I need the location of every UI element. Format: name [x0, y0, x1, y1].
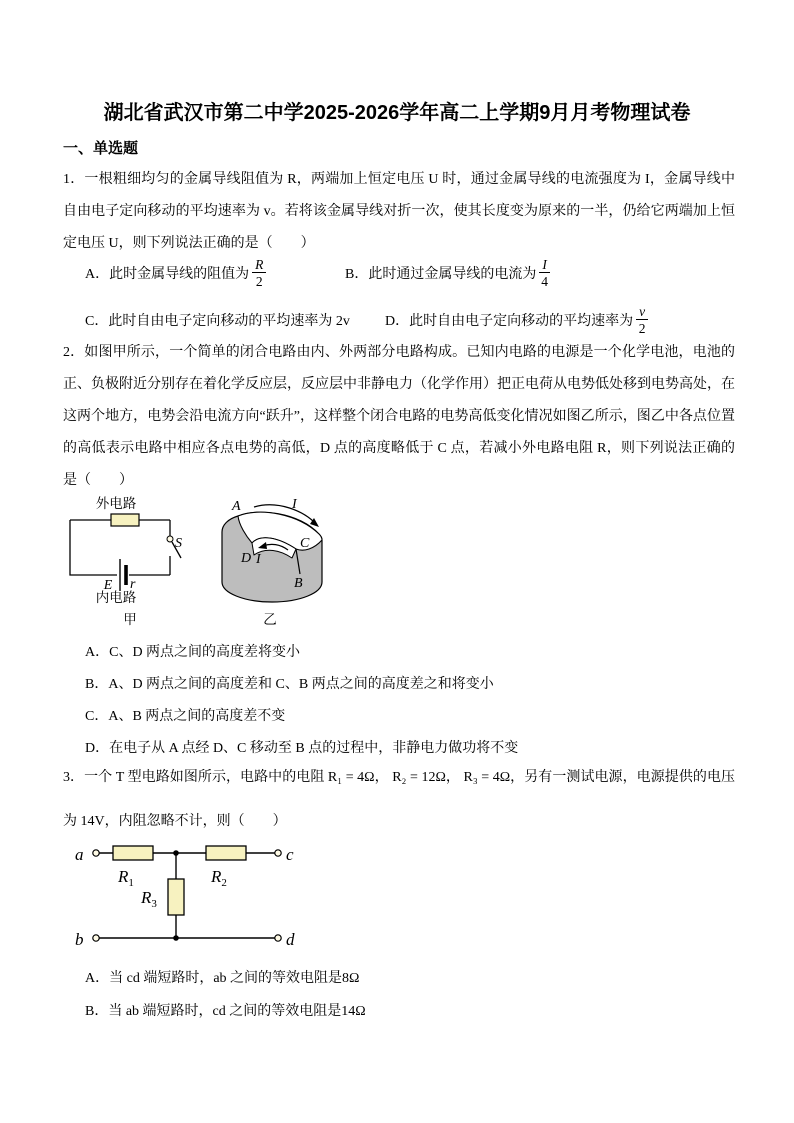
fraction	[539, 257, 550, 289]
q2-option-c: C．A、B 两点之间的高度差不变	[85, 709, 286, 724]
option-label: D．	[385, 314, 410, 329]
wire-left-bottom	[70, 520, 117, 575]
figure-jia-caption: 甲	[123, 612, 137, 627]
terminal-d-icon	[275, 935, 281, 941]
figure-jia-circuit	[60, 492, 195, 637]
r2-subscript: 2	[221, 877, 227, 889]
option-text: 此时自由电子定向移动的平均速率为	[409, 314, 634, 329]
q2-option-d: D．在电子从 A 点经 D、C 移动至 B 点的过程中，非静电力做功将不变	[85, 741, 519, 756]
figure-yi-potential	[208, 492, 348, 637]
option-text: 此时通过金属导线的电流为	[368, 267, 537, 282]
fraction-numerator: R	[252, 257, 266, 273]
fraction-numerator: v	[636, 304, 648, 320]
terminal-b-label: b	[75, 930, 84, 949]
resistor-r1-icon	[113, 846, 153, 860]
resistor-icon	[111, 514, 139, 526]
q2-stem: 2．如图甲所示，一个简单的闭合电路由内、外两部分电路构成。已知内电路的电源是一个化学电池，电池的正、负极附近分别存在着化学反应层，反应层中非静电力（化学作用）把正电荷从电势低处移到电势高处，在这两个地方，电势会沿电流方向“跃升”，这样整个闭合电路的电势高低变化情况如图乙所示，图乙中各点位置的高低表示电路中相应各点电势的高低，D 点的高度略低于 C 点，若减小外电路电阻 R，则下列说法正确的是（ ）	[63, 345, 735, 488]
switch-contact-icon	[167, 536, 173, 542]
q1-option-a	[85, 251, 266, 295]
option-text: 此时自由电子定向移动的平均速率为 2v	[108, 314, 350, 329]
option-label: C．	[85, 314, 109, 329]
current-inner-label: I	[256, 552, 261, 567]
fraction-denominator: 2	[255, 274, 263, 289]
q2-option-a: A．C、D 两点之间的高度差将变小	[85, 645, 301, 660]
section-header: 一、单选题	[63, 140, 139, 157]
junction-top-icon	[173, 850, 179, 856]
terminal-c-icon	[275, 850, 281, 856]
r2-symbol: R	[211, 867, 222, 886]
point-c-label: C	[300, 536, 310, 551]
t-circuit-wires	[99, 853, 275, 938]
switch-label: S	[175, 536, 182, 551]
terminal-a-icon	[93, 850, 99, 856]
q1-option-b	[345, 251, 550, 295]
external-circuit-label: 外电路	[95, 496, 137, 511]
r1-subscript: 1	[128, 877, 134, 889]
figure-t-circuit	[63, 833, 303, 955]
fraction	[252, 257, 266, 289]
figure-yi-caption: 乙	[263, 612, 277, 627]
q2-options	[85, 637, 518, 765]
r2-label	[210, 867, 227, 889]
fraction-denominator: 2	[638, 321, 646, 336]
option-text: 此时金属导线的阻值为	[109, 267, 250, 282]
internal-resistance-label: r	[130, 577, 136, 592]
fraction-numerator: I	[539, 257, 550, 273]
q3-options	[85, 962, 366, 1028]
point-d-label: D	[241, 551, 252, 566]
terminal-a-label: a	[75, 845, 84, 864]
q1-option-d	[385, 298, 648, 342]
resistor-r2-icon	[206, 846, 246, 860]
junction-bottom-icon	[173, 935, 179, 941]
terminal-c-label: c	[286, 845, 294, 864]
point-b-label: B	[294, 576, 303, 591]
terminal-b-icon	[93, 935, 99, 941]
point-a-label: A	[232, 499, 241, 514]
q2-option-b: B．A、D 两点之间的高度差和 C、B 两点之间的高度差之和将变小	[85, 677, 494, 692]
emf-label: E	[103, 578, 113, 593]
resistor-r3-icon	[168, 879, 184, 915]
q3-stem: 3．一个 T 型电路如图所示，电路中的电阻 R₁ = 4Ω， R₂ = 12Ω， R₃ = 4Ω，另有一测试电源，电源提供的电压为 14V，内阻忽略不计，则（ ）	[63, 770, 735, 829]
r1-label	[117, 867, 134, 889]
r3-label	[140, 888, 157, 910]
r3-subscript: 3	[151, 898, 157, 910]
fraction	[636, 304, 648, 336]
q1-option-c	[85, 298, 350, 342]
option-label: B．	[345, 267, 369, 282]
battery-icon	[120, 559, 126, 591]
q3-option-b: B．当 ab 端短路时，cd 之间的等效电阻是14Ω	[85, 1004, 366, 1019]
q3-option-a: A．当 cd 端短路时，ab 之间的等效电阻是8Ω	[85, 971, 360, 986]
r3-symbol: R	[141, 888, 152, 907]
q1-stem: 1．一根粗细均匀的金属导线阻值为 R，两端加上恒定电压 U 时，通过金属导线的电流强度为 I，金属导线中自由电子定向移动的平均速率为 v。若将该金属导线对折一次，使其长度变为原来的一半，仍给它两端加上恒定电压 U，则下列说法正确的是（ ）	[63, 172, 735, 251]
option-label: A．	[85, 267, 110, 282]
r1-symbol: R	[118, 867, 129, 886]
terminal-d-label: d	[286, 930, 295, 949]
fraction-denominator: 4	[541, 274, 548, 289]
page-title: 湖北省武汉市第二中学2025-2026学年高二上学期9月月考物理试卷	[103, 102, 691, 124]
current-top-label: I	[292, 497, 297, 512]
internal-circuit-label: 内电路	[95, 590, 137, 605]
